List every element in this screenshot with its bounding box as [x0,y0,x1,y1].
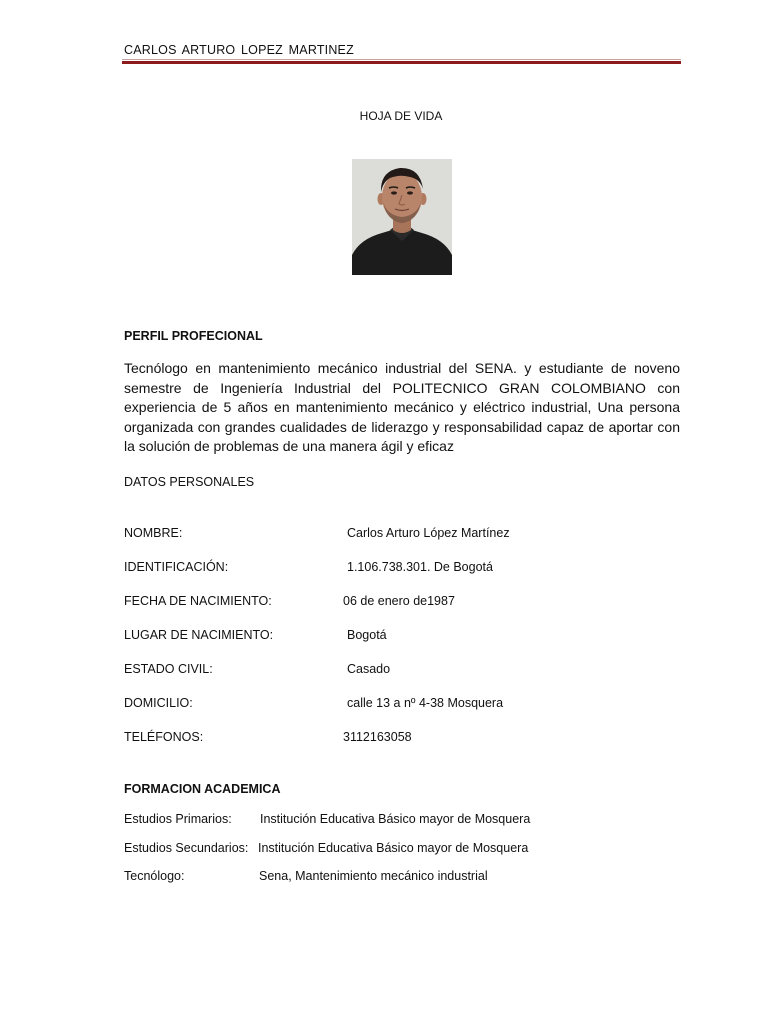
formacion-value: Institución Educativa Básico mayor de Mosquera [260,812,531,826]
datos-label: TELÉFONOS: [124,730,204,744]
formacion-label: Estudios Secundarios: [124,841,249,855]
datos-value: calle 13 a nº 4-38 Mosquera [347,696,504,710]
portrait-photo-icon [352,159,452,275]
header-rule [122,59,681,64]
datos-row-telefonos [124,730,412,744]
datos-row-estado-civil [124,662,391,676]
datos-value: 3112163058 [343,730,412,744]
formacion-row-secundarios [124,841,529,855]
datos-value: 1.106.738.301. De Bogotá [347,560,493,574]
formacion-label: Tecnólogo: [124,869,185,883]
document-title: HOJA DE VIDA [359,109,443,123]
datos-row-nombre [124,526,510,540]
datos-value: Carlos Arturo López Martínez [347,526,510,540]
datos-label: DOMICILIO: [124,696,193,710]
datos-row-fecha-nacimiento [124,594,455,608]
datos-personales-heading: DATOS PERSONALES [124,475,255,489]
datos-row-identificacion [124,560,493,574]
datos-row-domicilio [124,696,504,710]
perfil-text: Tecnólogo en mantenimiento mecánico industrial del SENA. y estudiante de noveno semestre de Ingeniería Industrial del POLITECNICO GRAN COLOMBIANO con experiencia de 5 años en mantenimiento mecánico y eléctrico industrial, Una persona organizada con grandes cualidades de liderazgo y responsabilidad capaz de aportar con la solución de problemas de una manera ágil y eficaz [124,360,680,454]
formacion-row-primarios [124,812,531,826]
datos-row-lugar-nacimiento [124,628,387,642]
formacion-label: Estudios Primarios: [124,812,232,826]
perfil-heading: PERFIL PROFECIONAL [124,329,263,343]
datos-label: NOMBRE: [124,526,183,540]
datos-label: FECHA DE NACIMIENTO: [124,594,272,608]
datos-value: Bogotá [347,628,387,642]
formacion-value: Sena, Mantenimiento mecánico industrial [259,869,488,883]
formacion-row-tecnologo [124,869,488,883]
formacion-value: Institución Educativa Básico mayor de Mosquera [258,841,529,855]
datos-value: Casado [347,662,391,676]
formacion-heading: FORMACION ACADEMICA [124,782,281,796]
portrait-photo [352,159,452,275]
datos-label: ESTADO CIVIL: [124,662,213,676]
header-rule-thin-line [122,59,681,60]
datos-label: IDENTIFICACIÓN: [124,560,229,574]
header-rule-thick-line [122,61,681,64]
datos-value: 06 de enero de1987 [343,594,455,608]
header-name: CARLOS ARTURO LOPEZ MARTINEZ [124,43,354,57]
datos-label: LUGAR DE NACIMIENTO: [124,628,274,642]
